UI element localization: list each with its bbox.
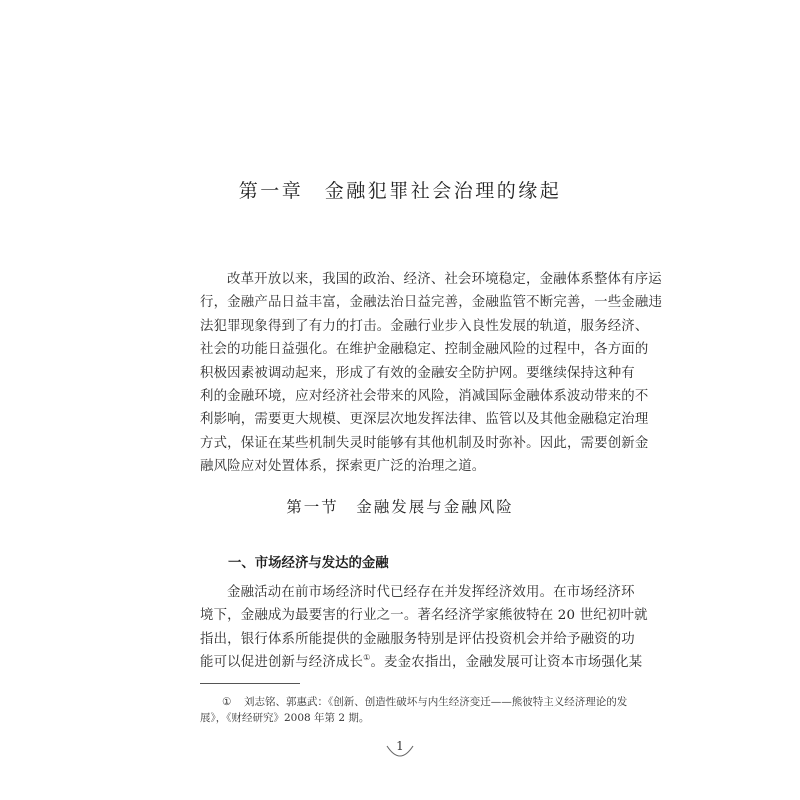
paragraph-line-text: 。麦金农指出，金融发展可让资本市场强化某 bbox=[370, 655, 643, 671]
body-paragraph bbox=[200, 581, 648, 675]
paragraph-line: 利影响，需要更大规模、更深层次地发挥法律、监管以及其他金融稳定治理 bbox=[200, 412, 649, 428]
page-number-ornament bbox=[384, 744, 416, 762]
footnote-line bbox=[200, 694, 628, 710]
footnote-divider bbox=[200, 683, 300, 684]
page-number: 1 bbox=[396, 739, 404, 753]
paragraph-line: 社会的功能日益强化。在维护金融稳定、控制金融风险的过程中，各方面的 bbox=[200, 342, 649, 358]
subsection-title: 一、市场经济与发达的金融 bbox=[228, 556, 389, 571]
paragraph-line: 境下，金融成为最要害的行业之一。著名经济学家熊彼特在 20 世纪初叶就 bbox=[200, 608, 648, 624]
paragraph-line: 指出，银行体系所能提供的金融服务特别是评估投资机会并给予融资的功 bbox=[200, 631, 635, 647]
footnote bbox=[200, 694, 628, 726]
chapter-title: 第一章 金融犯罪社会治理的缘起 bbox=[238, 180, 562, 202]
paragraph-line: 融风险应对处置体系，探索更广泛的治理之道。 bbox=[200, 459, 486, 475]
intro-paragraph bbox=[200, 268, 663, 479]
section-title: 第一节 金融发展与金融风险 bbox=[286, 498, 514, 516]
paragraph-line: 方式，保证在某些机制失灵时能够有其他机制及时弥补。因此，需要创新金 bbox=[200, 435, 649, 451]
paragraph-line: 积极因素被调动起来，形成了有效的金融安全防护网。要继续保持这种有 bbox=[200, 365, 635, 381]
paragraph-line bbox=[200, 651, 643, 674]
paragraph-line: 行，金融产品日益丰富，金融法治日益完善，金融监管不断完善，一些金融违 bbox=[200, 295, 663, 311]
footnote-text: 刘志铭、郭惠武：《创新、创造性破坏与内生经济变迁——熊彼特主义经济理论的发 bbox=[244, 696, 628, 708]
footnote-marker: ① bbox=[222, 696, 232, 708]
paragraph-line: 改革开放以来，我国的政治、经济、社会环境稳定，金融体系整体有序运 bbox=[227, 272, 662, 287]
footnote-line: 展》，《财经研究》2008 年第 2 期。 bbox=[200, 712, 370, 724]
paragraph-line-text: 能可以促进创新与经济成长 bbox=[200, 655, 364, 671]
paragraph-line: 法犯罪现象得到了有力的打击。金融行业步入良性发展的轨道，服务经济、 bbox=[200, 318, 649, 334]
footnote-reference[interactable]: ① bbox=[363, 653, 371, 663]
paragraph-line: 利的金融环境，应对经济社会带来的风险，消减国际金融体系波动带来的不 bbox=[200, 388, 649, 404]
paragraph-line: 金融活动在前市场经济时代已经存在并发挥经济效用。在市场经济环 bbox=[227, 585, 635, 600]
